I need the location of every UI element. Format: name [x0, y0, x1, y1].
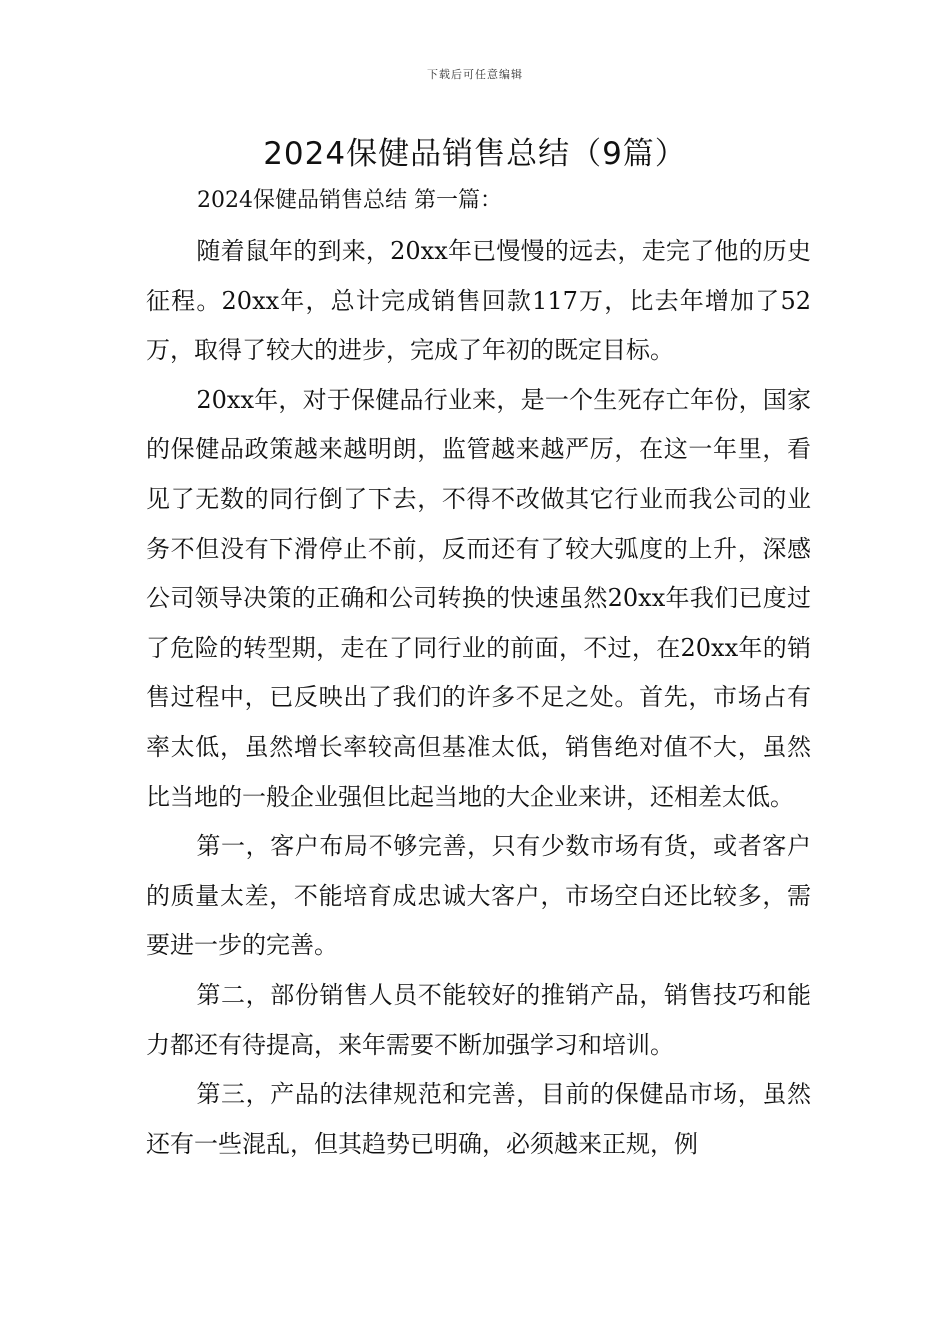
- paragraph: 第二，部份销售人员不能较好的推销产品，销售技巧和能力都还有待提高，来年需要不断加强学习和培训。: [146, 980, 811, 1059]
- document-body: [146, 227, 811, 1169]
- paragraph: 随着鼠年的到来，20xx年已慢慢的远去，走完了他的历史征程。20xx年，总计完成销售回款117万，比去年增加了52万，取得了较大的进步，完成了年初的既定目标。: [146, 237, 811, 365]
- section-heading: 2024保健品销售总结 第一篇：: [197, 188, 502, 213]
- document-title: 2024保健品销售总结（9篇）: [263, 136, 687, 172]
- paragraph: 第三，产品的法律规范和完善，目前的保健品市场，虽然还有一些混乱，但其趋势已明确，必须越来正规，例: [146, 1080, 811, 1158]
- paragraph: 第一，客户布局不够完善，只有少数市场有货，或者客户的质量太差，不能培育成忠诚大客户，市场空白还比较多，需要进一步的完善。: [146, 832, 811, 960]
- header-note: 下载后可任意编辑: [427, 68, 523, 81]
- paragraph: 20xx年，对于保健品行业来，是一个生死存亡年份，国家的保健品政策越来越明朗，监管越来越严厉，在这一年里，看见了无数的同行倒了下去，不得不改做其它行业而我公司的业务不但没有下滑停止不前，反而还有了较大弧度的上升，深感公司领导决策的正确和公司转换的快速虽然20xx年我们已度过了危险的转型期，走在了同行业的前面，不过，在20xx年的销售过程中，已反映出了我们的许多不足之处。首先，市场占有率太低，虽然增长率较高但基准太低，销售绝对值不大，虽然比当地的一般企业强但比起当地的大企业来讲，还相差太低。: [146, 385, 811, 811]
